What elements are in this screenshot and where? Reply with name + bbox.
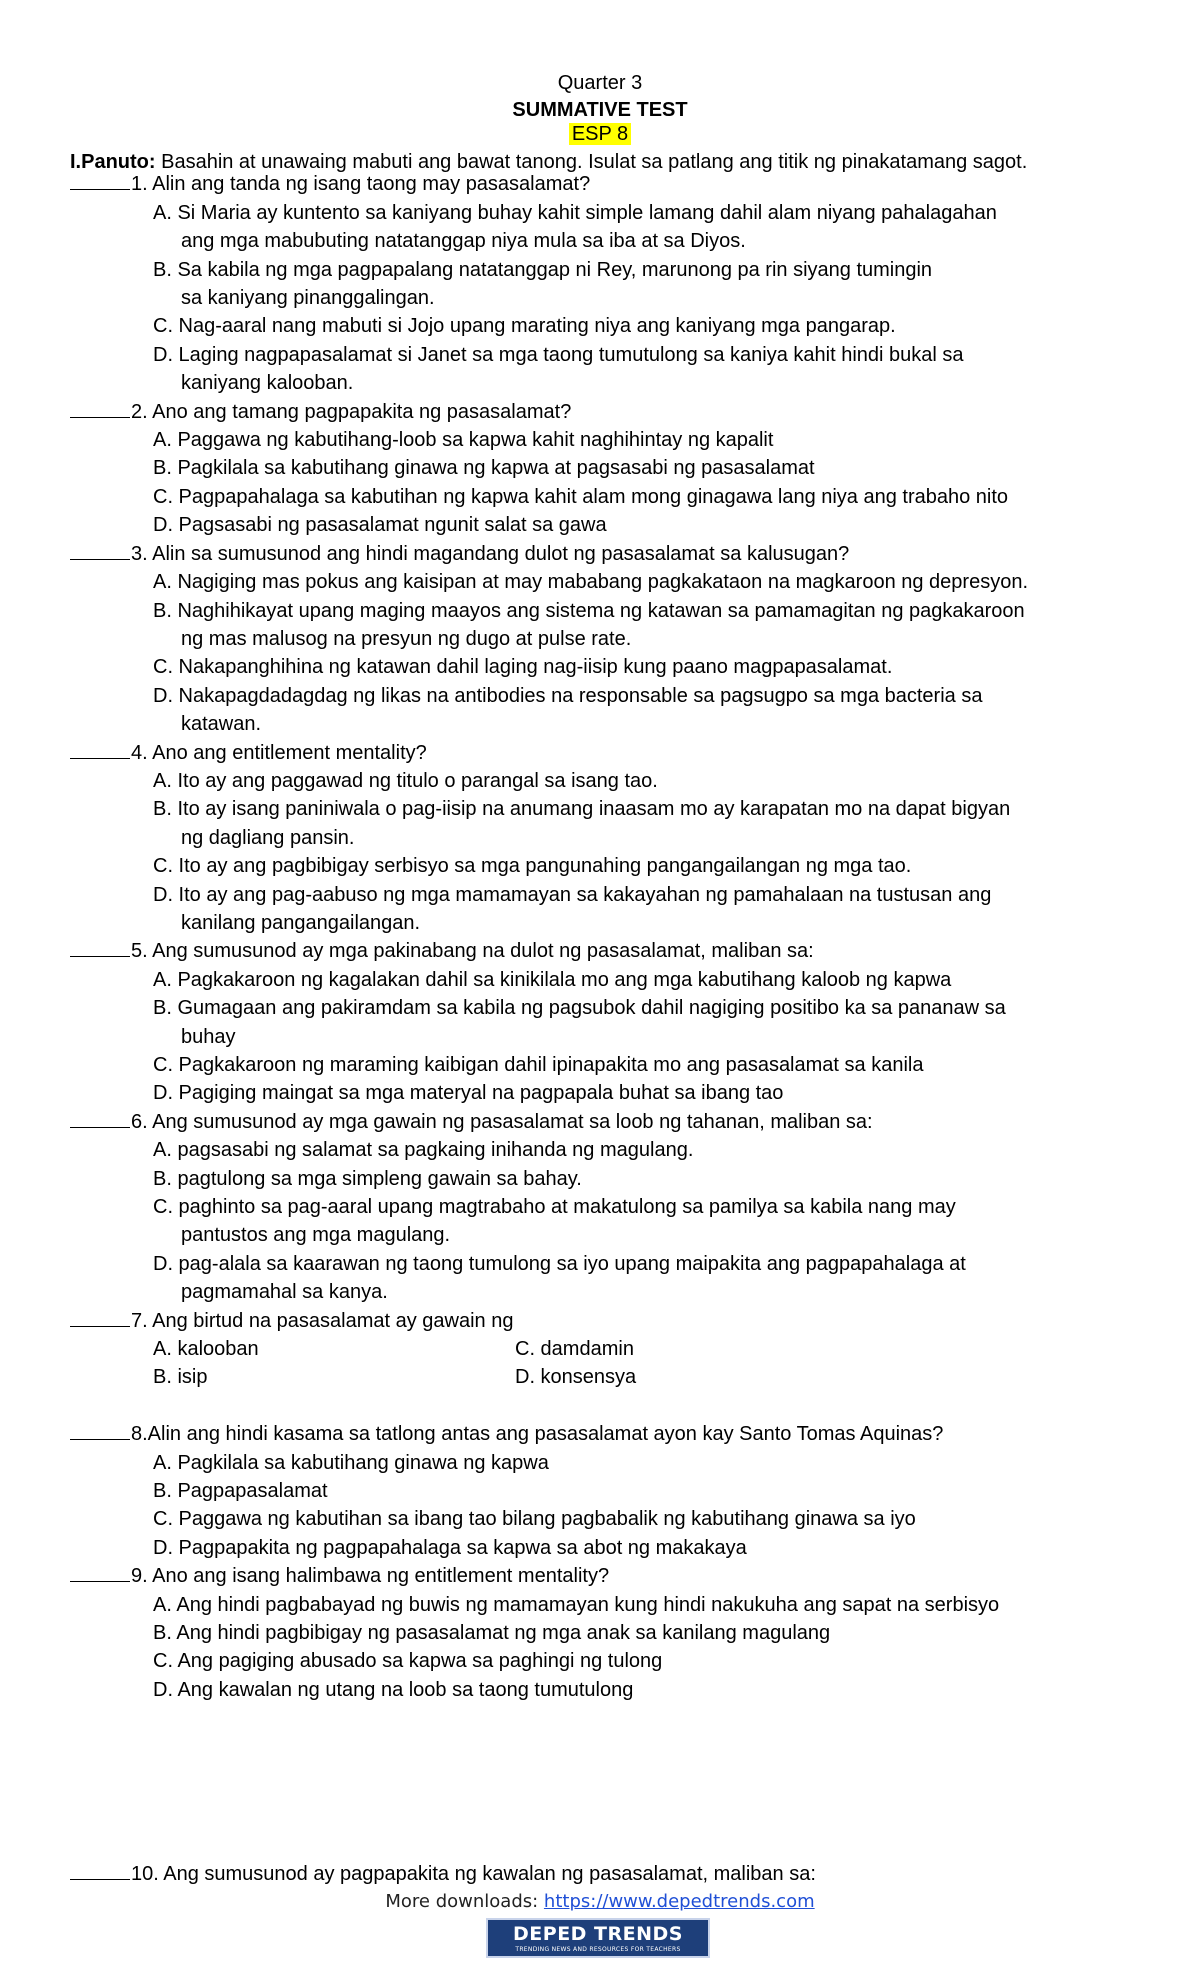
subject-label [0, 122, 1200, 147]
answer-blank-9[interactable] [70, 1563, 130, 1582]
question-9 [70, 1562, 609, 1590]
option-a: A. Paggawa ng kabutihang-loob sa kapwa kahit naghihintay ng kapalit [153, 429, 774, 451]
question-3 [70, 540, 849, 568]
option-b: B. pagtulong sa mga simpleng gawain sa bahay. [153, 1168, 582, 1190]
option-a: A. Si Maria ay kuntento sa kaniyang buhay kahit simple lamang dahil alam niyang pahalagahan [153, 202, 997, 224]
option-c: C. Nakapanghihina ng katawan dahil laging nag-iisip kung paano magpapasalamat. [153, 656, 893, 678]
answer-blank-1[interactable] [70, 171, 130, 190]
option-d: D. pag-alala sa kaarawan ng taong tumulong sa iyo upang maipakita ang pagpapahalaga at [153, 1253, 966, 1275]
option-b-continued: sa kaniyang pinanggalingan. [181, 287, 435, 309]
question-text: 5. Ang sumusunod ay mga pakinabang na dulot ng pasasalamat, maliban sa: [131, 940, 814, 962]
question-2 [70, 398, 571, 426]
question-text: 4. Ano ang entitlement mentality? [131, 742, 427, 764]
question-text: 8.Alin ang hindi kasama sa tatlong antas ang pasasalamat ayon kay Santo Tomas Aquinas? [131, 1423, 944, 1445]
footer-label: More downloads: [385, 1891, 544, 1912]
logo-tagline: TRENDING NEWS AND RESOURCES FOR TEACHERS [515, 1946, 681, 1953]
option-b: B. Ito ay isang paniniwala o pag-iisip na anumang inaasam mo ay karapatan mo na dapat bigyan [153, 798, 1011, 820]
footer-link[interactable]: https://www.depedtrends.com [543, 1891, 815, 1912]
option-a: A. Pagkakaroon ng kagalakan dahil sa kinikilala mo ang mga kabutihang kaloob ng kapwa [153, 969, 952, 991]
option-d: D. Pagiging maingat sa mga materyal na pagpapala buhat sa ibang tao [153, 1082, 784, 1104]
instructions-label: I.Panuto: [70, 151, 156, 173]
answer-blank-8[interactable] [70, 1421, 130, 1440]
option-b-continued: ng dagliang pansin. [181, 827, 355, 849]
option-d: D. Laging nagpapasalamat si Janet sa mga taong tumutulong sa kaniya kahit hindi bukal sa [153, 344, 964, 366]
option-d-continued: kaniyang kalooban. [181, 372, 354, 394]
option-d: D. Pagsasabi ng pasasalamat ngunit salat sa gawa [153, 514, 607, 536]
instructions-text: Basahin at unawaing mabuti ang bawat tanong. Isulat sa patlang ang titik ng pinakatamang sagot. [155, 151, 1028, 173]
question-text: 9. Ano ang isang halimbawa ng entitlement mentality? [131, 1565, 610, 1587]
question-text: 1. Alin ang tanda ng isang taong may pasasalamat? [131, 173, 591, 195]
option-b: B. Naghihikayat upang maging maayos ang sistema ng katawan sa pamamagitan ng pagkakaroon [153, 600, 1025, 622]
question-text: 6. Ang sumusunod ay mga gawain ng pasasalamat sa loob ng tahanan, maliban sa: [131, 1111, 873, 1133]
option-d: D. konsensya [515, 1366, 637, 1388]
question-8 [70, 1420, 943, 1448]
option-c: C. Paggawa ng kabutihan sa ibang tao bilang pagbabalik ng kabutihang ginawa sa iyo [153, 1508, 916, 1530]
option-b: B. Pagkilala sa kabutihang ginawa ng kapwa at pagsasabi ng pasasalamat [153, 457, 815, 479]
option-b: B. Pagpapasalamat [153, 1480, 328, 1502]
question-10 [70, 1860, 816, 1888]
quarter-label: Quarter 3 [557, 72, 643, 94]
answer-blank-4[interactable] [70, 740, 130, 759]
question-7 [70, 1307, 513, 1335]
answer-blank-7[interactable] [70, 1308, 130, 1327]
question-text: 2. Ano ang tamang pagpapakita ng pasasalamat? [131, 401, 572, 423]
question-6 [70, 1108, 873, 1136]
option-a: A. Ang hindi pagbabayad ng buwis ng mamamayan kung hindi nakukuha ang sapat na serbisyo [153, 1594, 1000, 1616]
answer-blank-10[interactable] [70, 1861, 130, 1880]
footer-downloads [0, 1891, 1200, 1912]
option-c: C. paghinto sa pag-aaral upang magtrabaho at makatulong sa pamilya sa kabila nang may [153, 1196, 956, 1218]
option-b: B. Gumagaan ang pakiramdam sa kabila ng pagsubok dahil nagiging positibo ka sa pananaw sa [153, 997, 1006, 1019]
option-a: A. Pagkilala sa kabutihang ginawa ng kapwa [153, 1452, 549, 1474]
option-c: C. Pagkakaroon ng maraming kaibigan dahil ipinapakita mo ang pasasalamat sa kanila [153, 1054, 924, 1076]
subject-highlight: ESP 8 [569, 123, 631, 145]
option-b: B. Ang hindi pagbibigay ng pasasalamat ng mga anak sa kanilang magulang [153, 1622, 831, 1644]
question-text: 3. Alin sa sumusunod ang hindi magandang dulot ng pasasalamat sa kalusugan? [131, 543, 850, 565]
option-d-continued: kanilang pangangailangan. [181, 912, 421, 934]
option-a: A. Nagiging mas pokus ang kaisipan at may mababang pagkakataon na magkaroon ng depresyon. [153, 571, 1029, 593]
option-d: D. Ang kawalan ng utang na loob sa taong tumutulong [153, 1679, 634, 1701]
option-d-continued: pagmamahal sa kanya. [181, 1281, 388, 1303]
option-a: A. pagsasabi ng salamat sa pagkaing inihanda ng magulang. [153, 1139, 694, 1161]
option-a-continued: ang mga mabubuting natatanggap niya mula sa iba at sa Diyos. [181, 230, 746, 252]
option-a: A. Ito ay ang paggawad ng titulo o parangal sa isang tao. [153, 770, 658, 792]
question-5 [70, 937, 814, 965]
question-text: 10. Ang sumusunod ay pagpapakita ng kawalan ng pasasalamat, maliban sa: [131, 1863, 816, 1885]
option-c: C. Ito ay ang pagbibigay serbisyo sa mga pangunahing pangangailangan ng mga tao. [153, 855, 912, 877]
option-c: C. Nag-aaral nang mabuti si Jojo upang marating niya ang kaniyang mga pangarap. [153, 315, 896, 337]
option-b: B. isip [153, 1366, 208, 1388]
question-4 [70, 739, 427, 767]
question-1 [70, 170, 590, 198]
option-b: B. Sa kabila ng mga pagpapalang natatanggap ni Rey, marunong pa rin siyang tumingin [153, 259, 933, 281]
option-b-continued: buhay [181, 1026, 236, 1048]
option-c: C. Pagpapahalaga sa kabutihan ng kapwa kahit alam mong ginagawa lang niya ang trabaho nito [153, 486, 1009, 508]
option-b-continued: ng mas malusog na presyun ng dugo at pulse rate. [181, 628, 632, 650]
option-c: C. damdamin [515, 1338, 634, 1360]
option-d: D. Nakapagdadagdag ng likas na antibodies na responsable sa pagsugpo sa mga bacteria sa [153, 685, 983, 707]
deped-trends-logo [486, 1918, 710, 1958]
option-a: A. kalooban [153, 1338, 259, 1360]
answer-blank-5[interactable] [70, 938, 130, 957]
option-d: D. Pagpapakita ng pagpapahalaga sa kapwa sa abot ng makakaya [153, 1537, 747, 1559]
answer-blank-3[interactable] [70, 541, 130, 560]
logo-title: DEPED TRENDS [513, 1923, 683, 1945]
answer-blank-2[interactable] [70, 399, 130, 418]
option-c-continued: pantustos ang mga magulang. [181, 1224, 451, 1246]
option-d-continued: katawan. [181, 713, 262, 735]
answer-blank-6[interactable] [70, 1109, 130, 1128]
question-text: 7. Ang birtud na pasasalamat ay gawain ng [131, 1310, 514, 1332]
option-c: C. Ang pagiging abusado sa kapwa sa paghingi ng tulong [153, 1650, 663, 1672]
test-title: SUMMATIVE TEST [512, 99, 688, 121]
option-d: D. Ito ay ang pag-aabuso ng mga mamamayan sa kakayahan ng pamahalaan na tustusan ang [153, 884, 992, 906]
